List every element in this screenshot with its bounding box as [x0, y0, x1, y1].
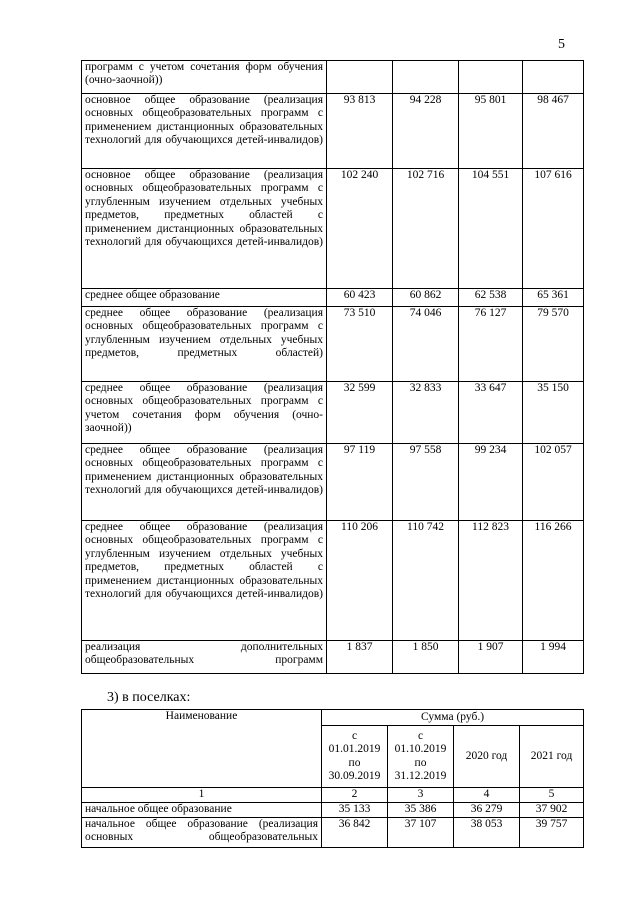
value-cell: 94 228: [393, 94, 459, 169]
value-cell: 65 361: [523, 289, 584, 307]
value-cell: 37 902: [520, 803, 584, 818]
table-row: [82, 444, 584, 521]
value-cell: 35 133: [322, 803, 388, 818]
period-header: 2020 год: [454, 726, 520, 788]
row-name: среднее общее образование (реализация основных общеобразовательных программ с углубленным изучением отдельных учебных предметов, предметных областей): [82, 307, 327, 382]
header-sum: Сумма (руб.): [322, 710, 584, 726]
value-cell: 1 907: [459, 641, 523, 674]
table-row: [82, 307, 584, 382]
value-cell: 36 279: [454, 803, 520, 818]
value-cell: 32 599: [327, 382, 393, 444]
value-cell: 39 757: [520, 818, 584, 848]
table-row: [82, 94, 584, 169]
value-cell: 35 150: [523, 382, 584, 444]
row-name: начальное общее образование (реализация основных общеобразовательных: [82, 818, 322, 848]
value-cell: 93 813: [327, 94, 393, 169]
value-cell: 97 119: [327, 444, 393, 521]
row-name: среднее общее образование (реализация основных общеобразовательных программ с углубленным изучением отдельных учебных предметов, предметных областей с применением дистанционных образовательных технологий для обучающихся детей-инвалидов): [82, 521, 327, 641]
column-number: 4: [454, 788, 520, 803]
cost-table-continued: [81, 60, 584, 674]
value-cell: 73 510: [327, 307, 393, 382]
value-cell: 1 850: [393, 641, 459, 674]
table-row: [82, 641, 584, 674]
value-cell: 74 046: [393, 307, 459, 382]
header-row: [82, 710, 584, 726]
table-row: [82, 803, 584, 818]
column-number: 2: [322, 788, 388, 803]
value-cell: 102 716: [393, 169, 459, 289]
row-name: основное общее образование (реализация основных общеобразовательных программ с применением дистанционных образовательных технологий для обучающихся детей-инвалидов): [82, 94, 327, 169]
column-number: 1: [82, 788, 322, 803]
row-name: программ с учетом сочетания форм обучения (очно-заочной)): [82, 61, 327, 94]
value-cell: 98 467: [523, 94, 584, 169]
value-cell: 62 538: [459, 289, 523, 307]
value-cell: 76 127: [459, 307, 523, 382]
value-cell: [393, 61, 459, 94]
value-cell: 107 616: [523, 169, 584, 289]
row-name: основное общее образование (реализация основных общеобразовательных программ с углубленным изучением отдельных учебных предметов, предметных областей с применением дистанционных образовательных технологий для обучающихся детей-инвалидов): [82, 169, 327, 289]
header-name: Наименование: [82, 710, 322, 788]
column-number: 5: [520, 788, 584, 803]
row-name: реализация дополнительных общеобразовательных программ: [82, 641, 327, 674]
column-number: 3: [388, 788, 454, 803]
value-cell: 97 558: [393, 444, 459, 521]
value-cell: 1 837: [327, 641, 393, 674]
row-name: среднее общее образование (реализация основных общеобразовательных программ с учетом сочетания форм обучения (очно-заочной)): [82, 382, 327, 444]
row-name: начальное общее образование: [82, 803, 322, 818]
value-cell: 110 206: [327, 521, 393, 641]
value-cell: 36 842: [322, 818, 388, 848]
section-heading: 3) в поселках:: [107, 690, 191, 705]
value-cell: 60 862: [393, 289, 459, 307]
value-cell: 102 057: [523, 444, 584, 521]
value-cell: 32 833: [393, 382, 459, 444]
value-cell: [523, 61, 584, 94]
row-name: среднее общее образование: [82, 289, 327, 307]
value-cell: 38 053: [454, 818, 520, 848]
period-header: с 01.01.2019 по 30.09.2019: [322, 726, 388, 788]
table-row: [82, 818, 584, 848]
value-cell: 95 801: [459, 94, 523, 169]
value-cell: 60 423: [327, 289, 393, 307]
settlements-cost-table: [81, 709, 584, 848]
table-row: [82, 289, 584, 307]
table-row: [82, 169, 584, 289]
value-cell: 37 107: [388, 818, 454, 848]
value-cell: [327, 61, 393, 94]
row-name: среднее общее образование (реализация основных общеобразовательных программ с применением дистанционных образовательных технологий для обучающихся детей-инвалидов): [82, 444, 327, 521]
table-row: [82, 521, 584, 641]
value-cell: 35 386: [388, 803, 454, 818]
value-cell: 104 551: [459, 169, 523, 289]
value-cell: 112 823: [459, 521, 523, 641]
value-cell: 110 742: [393, 521, 459, 641]
table-row: [82, 61, 584, 94]
column-numbers-row: [82, 788, 584, 803]
value-cell: 1 994: [523, 641, 584, 674]
period-header: с 01.10.2019 по 31.12.2019: [388, 726, 454, 788]
page-number: 5: [558, 37, 565, 52]
value-cell: [459, 61, 523, 94]
value-cell: 33 647: [459, 382, 523, 444]
period-header: 2021 год: [520, 726, 584, 788]
value-cell: 102 240: [327, 169, 393, 289]
value-cell: 99 234: [459, 444, 523, 521]
table-row: [82, 382, 584, 444]
value-cell: 79 570: [523, 307, 584, 382]
value-cell: 116 266: [523, 521, 584, 641]
